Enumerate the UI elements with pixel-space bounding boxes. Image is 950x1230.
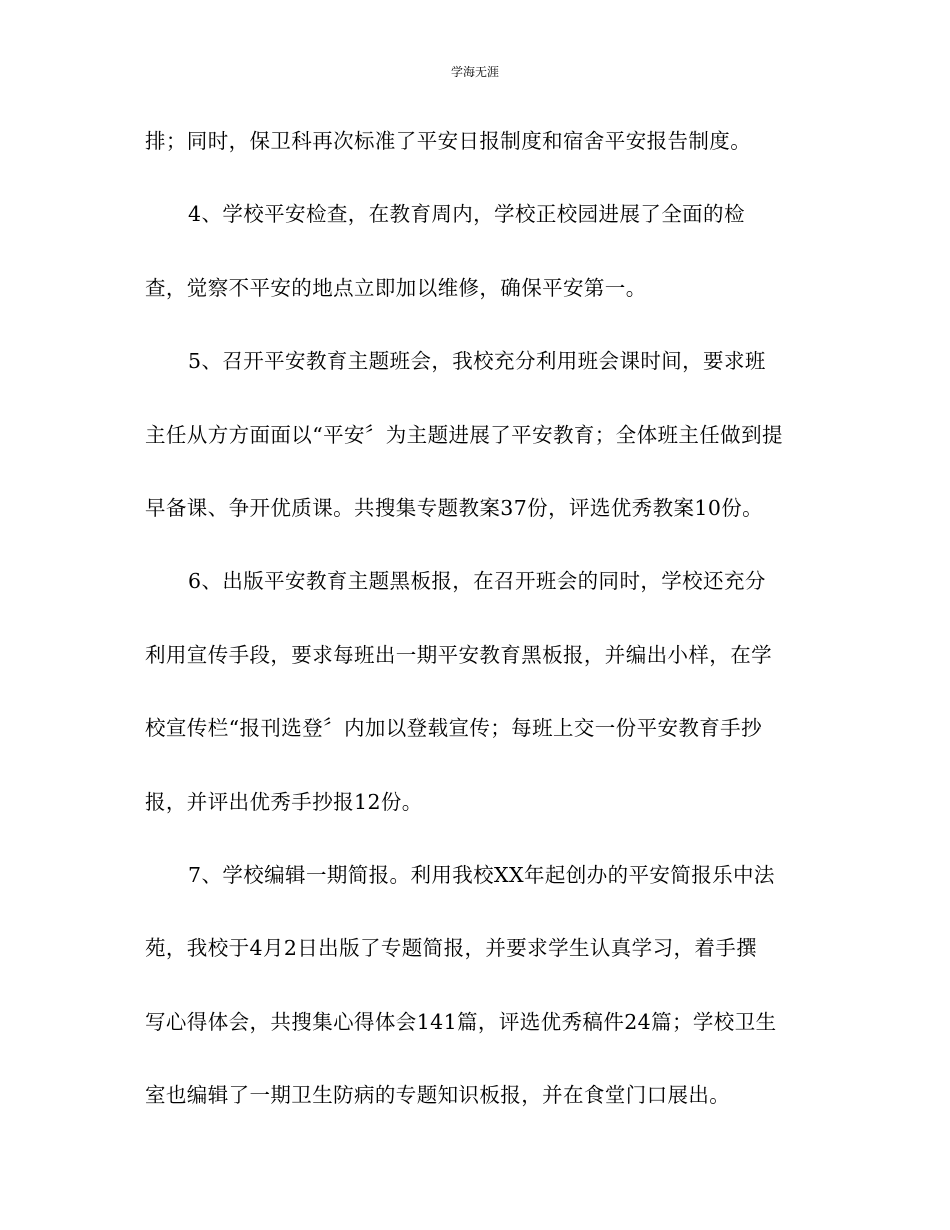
text-line: 校宣传栏“报刊选登〞内加以登载宣传；每班上交一份平安教育手抄 [145, 716, 762, 741]
text-line: 苑，我校于4月2日出版了专题简报，并要求学生认真学习，着手撰 [145, 936, 758, 961]
text-line: 写心得体会，共搜集心得体会141篇，评选优秀稿件24篇；学校卫生 [145, 1009, 777, 1034]
text-line: 查，觉察不平安的地点立即加以维修，确保平安第一。 [145, 275, 647, 300]
text-line: 早备课、争开优质课。共搜集专题教案37份，评选优秀教案10份。 [145, 495, 764, 520]
page-header: 学海无涯 [450, 65, 499, 79]
text-line: 利用宣传手段，要求每班出一期平安教育黑板报，并编出小样，在学 [145, 642, 772, 667]
document-body [145, 117, 815, 1144]
text-line: 7、学校编辑一期简报。利用我校XX年起创办的平安简报乐中法 [188, 862, 775, 887]
text-line: 报，并评出优秀手抄报12份。 [145, 789, 423, 814]
text-line: 排；同时，保卫科再次标准了平安日报制度和宿舍平安报告制度。 [145, 129, 752, 153]
text-line: 4、学校平安检查，在教育周内，学校正校园进展了全面的检 [188, 202, 745, 227]
text-line: 主任从方方面面以“平安〞为主题进展了平安教育；全体班主任做到提 [145, 422, 783, 447]
text-line: 6、出版平安教育主题黑板报，在召开班会的同时，学校还充分 [188, 569, 766, 594]
text-line: 5、召开平安教育主题班会，我校充分利用班会课时间，要求班 [188, 349, 766, 374]
text-line: 室也编辑了一期卫生防病的专题知识板报，并在食堂门口展出。 [145, 1083, 731, 1108]
